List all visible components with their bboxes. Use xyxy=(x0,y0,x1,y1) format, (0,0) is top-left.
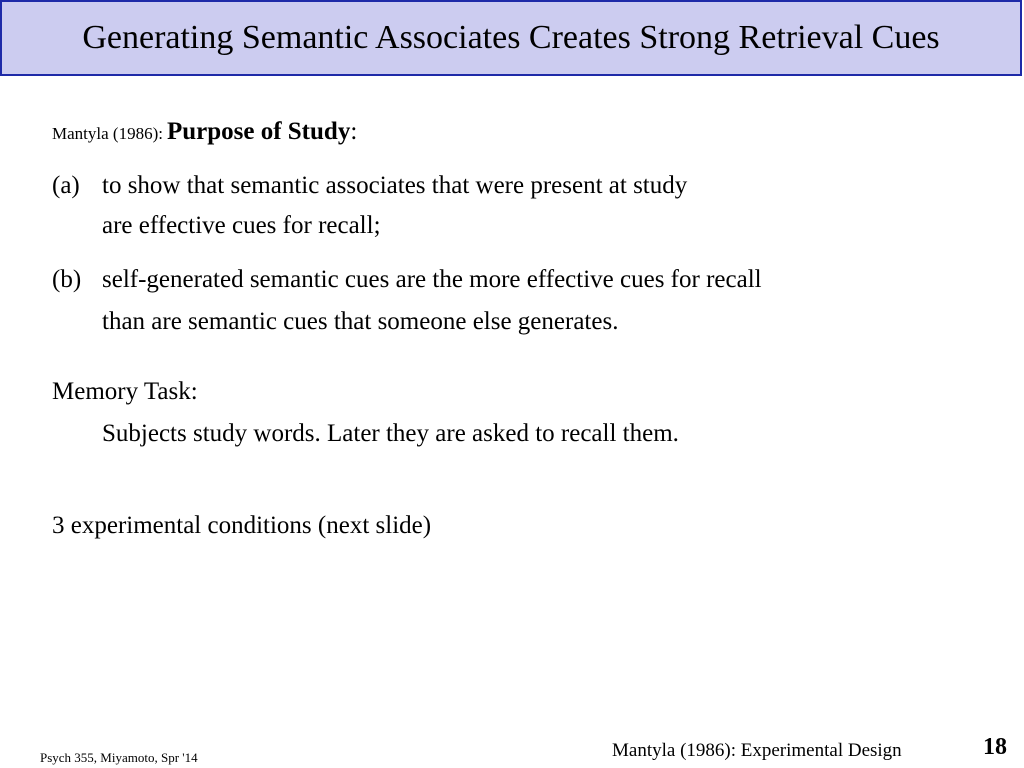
item-a-text-line1: to show that semantic associates that were present at study xyxy=(102,172,688,199)
conditions-text: 3 experimental conditions (next slide) xyxy=(52,512,432,539)
footer-course: Psych 355, Miyamoto, Spr '14 xyxy=(40,750,198,765)
title-bar xyxy=(0,0,1022,76)
memory-task-description: Subjects study words. Later they are asked to recall them. xyxy=(102,420,679,447)
slide-title: Generating Semantic Associates Creates Strong Retrieval Cues xyxy=(82,19,940,56)
item-a-line2 xyxy=(102,212,381,240)
item-b-line2 xyxy=(102,308,618,336)
page-number: 18 xyxy=(983,734,1007,760)
footer-section: Mantyla (1986): Experimental Design xyxy=(612,740,902,761)
purpose-colon: : xyxy=(350,118,358,145)
memory-task-heading: Memory Task: xyxy=(52,378,198,405)
item-a-text-line2: are effective cues for recall; xyxy=(102,212,381,239)
item-b-text-line1: self-generated semantic cues are the more effective cues for recall xyxy=(102,266,762,293)
item-b-label: (b) xyxy=(52,266,82,293)
purpose-heading-text: Purpose of Study xyxy=(166,118,351,145)
citation: Mantyla (1986): xyxy=(52,124,163,143)
purpose-line xyxy=(52,118,357,146)
item-a-label: (a) xyxy=(52,172,80,199)
purpose-heading xyxy=(167,118,357,145)
item-b-line1 xyxy=(52,266,762,294)
item-b-text-line2: than are semantic cues that someone else generates. xyxy=(102,308,619,335)
item-a-line1 xyxy=(52,172,687,200)
